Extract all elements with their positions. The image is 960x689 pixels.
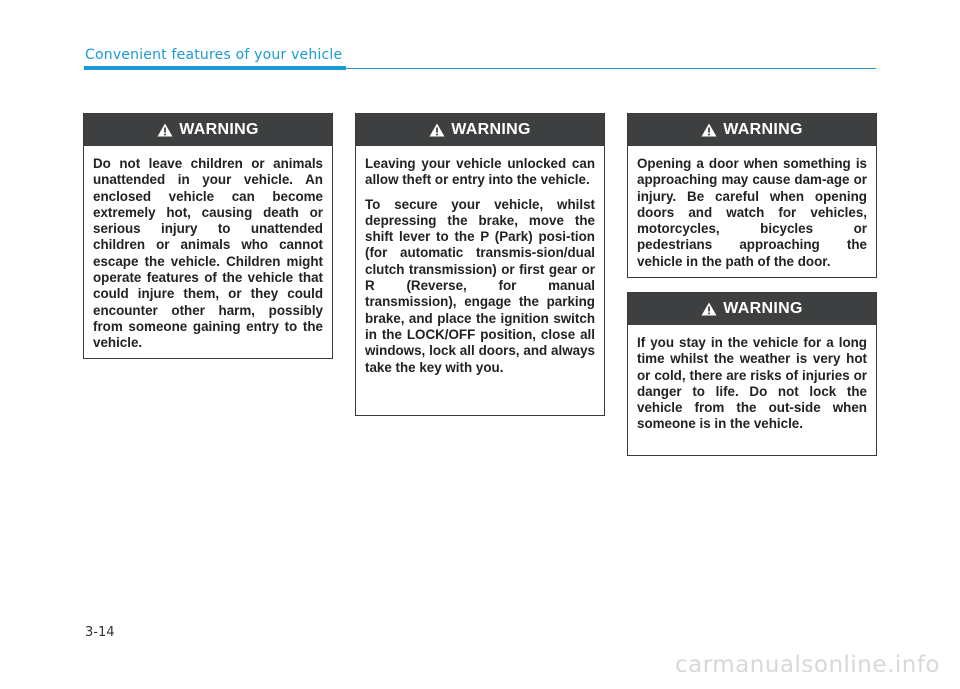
warning-body: [628, 325, 876, 441]
page-number: 3-14: [85, 625, 115, 640]
warning-box-unlocked: [355, 113, 605, 416]
warning-triangle-icon: [701, 123, 717, 137]
warning-text: If you stay in the vehicle for a long time whilst the weather is very hot or cold, there are risks of injuries or danger to life. Do not lock the vehicle from the out-side when someone is in the vehicle.: [637, 335, 867, 432]
warning-heading: WARNING: [179, 121, 259, 138]
warning-heading: WARNING: [451, 121, 531, 138]
warning-body: [356, 146, 604, 384]
warning-text: Leaving your vehicle unlocked can allow theft or entry into the vehicle.: [365, 156, 595, 188]
section-title: Convenient features of your vehicle: [85, 47, 343, 63]
warning-text: To secure your vehicle, whilst depressing the brake, move the shift lever to the P (Park) posi-tion (for automatic transmis-sion/dual clutch transmission) or first gear or R (Reverse, for manual transmission), engage the parking brake, and place the ignition switch in the LOCK/OFF position, close all windows, lock all doors, and always take the key with you.: [365, 196, 595, 375]
watermark: carmanualsonline.info: [674, 652, 940, 678]
warning-heading: WARNING: [723, 121, 803, 138]
warning-header: [84, 114, 332, 146]
warning-header: [356, 114, 604, 146]
warning-body: [628, 146, 876, 278]
warning-triangle-icon: [701, 302, 717, 316]
header-rule-thin: [346, 68, 876, 69]
warning-body: [84, 146, 332, 360]
warning-box-weather: [627, 292, 877, 456]
warning-box-children: [83, 113, 333, 359]
warning-triangle-icon: [157, 123, 173, 137]
warning-box-door: [627, 113, 877, 278]
warning-header: [628, 114, 876, 146]
warning-triangle-icon: [429, 123, 445, 137]
warning-heading: WARNING: [723, 300, 803, 317]
warning-text: Do not leave children or animals unattended in your vehicle. An enclosed vehicle can become extremely hot, causing death or serious injury to unattended children or animals who cannot escape the vehicle. Children might operate features of the vehicle that could injure them, or they could encounter other harm, possibly from someone gaining entry to the vehicle.: [93, 156, 323, 351]
warning-header: [628, 293, 876, 325]
warning-text: Opening a door when something is approaching may cause dam-age or injury. Be careful when opening doors and watch for vehicles, motorcycles, bicycles or pedestrians approaching the vehicle in the path of the door.: [637, 156, 867, 269]
header-rule-thick: [84, 66, 346, 70]
